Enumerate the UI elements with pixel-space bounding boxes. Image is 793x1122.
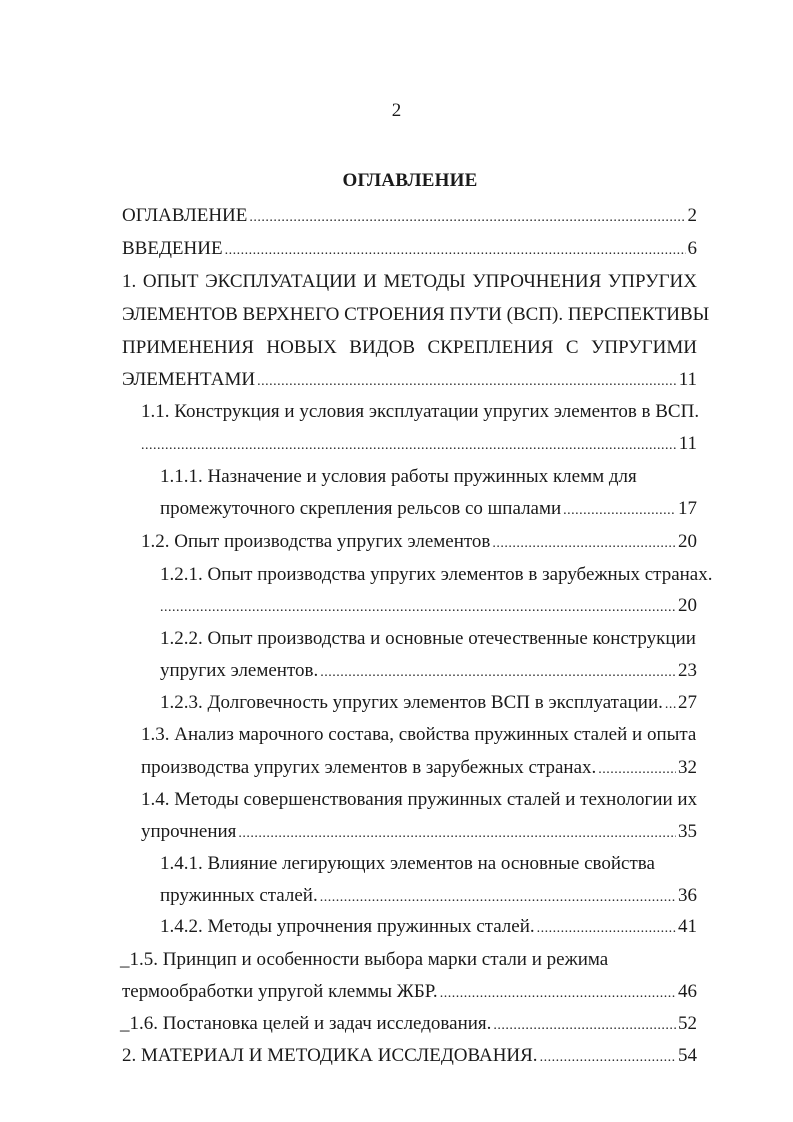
toc-entry-text: ОГЛАВЛЕНИЕ (122, 205, 248, 226)
toc-leader-dots (320, 661, 676, 685)
toc-entry-text: ЭЛЕМЕНТАМИ (122, 369, 256, 390)
toc-entry-1-3-line-1[interactable] (141, 723, 697, 747)
toc-entry-text: 1.1. Конструкция и условия эксплуатации упругих элементов в ВСП. (141, 401, 700, 422)
toc-entry-1-1-line-1[interactable] (141, 400, 700, 424)
page-number: 2 (391, 100, 402, 121)
toc-entry-text: пружинных сталей. (160, 885, 318, 906)
toc-leader-dots (141, 434, 677, 458)
toc-entry-1-6[interactable] (120, 1012, 697, 1038)
toc-entry-text: ВВЕДЕНИЕ (122, 238, 223, 259)
toc-entry-page: 27 (678, 692, 697, 713)
toc-entry-chapter-1-line-3[interactable] (122, 336, 697, 360)
toc-entry-introduction[interactable] (122, 237, 697, 263)
toc-leader-dots (320, 886, 676, 910)
toc-entry-text: _1.5. Принцип и особенности выбора марки стали и режима (120, 949, 609, 970)
toc-leader-dots (249, 206, 685, 230)
toc-entry-text: 1.2. Опыт производства упругих элементов (141, 531, 491, 552)
toc-entry-1-2[interactable] (141, 530, 697, 556)
toc-leader-dots (665, 693, 676, 717)
toc-entry-text: ПРИМЕНЕНИЯ НОВЫХ ВИДОВ СКРЕПЛЕНИЯ С УПРУГИМИ (122, 337, 697, 358)
toc-entry-page: 36 (678, 885, 697, 906)
toc-leader-dots (563, 499, 676, 523)
toc-entry-text: _1.6. Постановка целей и задач исследования. (120, 1013, 492, 1034)
toc-entry-1-2-1-line-2[interactable] (160, 594, 697, 620)
toc-entry-page: 11 (678, 369, 697, 390)
toc-entry-text: ЭЛЕМЕНТОВ ВЕРХНЕГО СТРОЕНИЯ ПУТИ (ВСП). ПЕРСПЕКТИВЫ (122, 304, 710, 325)
toc-entry-text: производства упругих элементов в зарубежных странах. (141, 757, 597, 778)
toc-title: ОГЛАВЛЕНИЕ (342, 170, 478, 191)
toc-entry-text: 1. ОПЫТ ЭКСПЛУАТАЦИИ И МЕТОДЫ УПРОЧНЕНИЯ УПРУГИХ (122, 271, 697, 292)
toc-entry-page: 41 (678, 916, 697, 937)
toc-entry-text: упругих элементов. (160, 660, 319, 681)
toc-entry-page: 54 (678, 1045, 697, 1066)
toc-entry-chapter-1-line-4[interactable] (122, 368, 697, 394)
toc-entry-page: 2 (687, 205, 697, 226)
toc-entry-text: 1.4.2. Методы упрочнения пружинных сталей. (160, 916, 535, 937)
toc-entry-text: упрочнения (141, 821, 237, 842)
toc-entry-1-2-3[interactable] (160, 691, 697, 717)
toc-leader-dots (493, 1014, 676, 1038)
toc-entry-page: 35 (678, 821, 697, 842)
toc-leader-dots (257, 370, 677, 394)
toc-entry-1-4-1-line-2[interactable] (160, 884, 697, 910)
toc-entry-text: 1.4. Методы совершенствования пружинных сталей и технологии их (141, 789, 698, 810)
toc-entry-text: 1.2.1. Опыт производства упругих элементов в зарубежных странах. (160, 564, 713, 585)
toc-entry-page: 17 (678, 498, 697, 519)
toc-leader-dots (540, 1046, 676, 1070)
toc-entry-page: 11 (678, 433, 697, 454)
toc-entry-page: 20 (678, 531, 697, 552)
toc-entry-text: термообработки упругой клеммы ЖБР. (122, 981, 438, 1002)
toc-entry-1-5-line-1[interactable] (120, 948, 697, 972)
toc-entry-1-4-line-2[interactable] (141, 820, 697, 846)
toc-entry-1-2-1-line-1[interactable] (160, 563, 713, 587)
toc-entry-1-4-1-line-1[interactable] (160, 852, 697, 876)
toc-entry-text: 1.3. Анализ марочного состава, свойства пружинных сталей и опыта (141, 724, 697, 745)
toc-entry-text: промежуточного скрепления рельсов со шпалами (160, 498, 562, 519)
toc-entry-1-1-1-line-1[interactable] (160, 465, 697, 489)
toc-entry-page: 52 (678, 1013, 697, 1034)
toc-entry-chapter-1-line-2[interactable] (122, 303, 710, 327)
toc-leader-dots (160, 596, 676, 620)
toc-entry-chapter-2[interactable] (122, 1044, 697, 1070)
toc-entry-page: 6 (687, 238, 697, 259)
toc-entry-text: 1.2.3. Долговечность упругих элементов ВСП в эксплуатации. (160, 692, 663, 713)
toc-leader-dots (492, 532, 676, 556)
toc-entry-text: 2. МАТЕРИАЛ И МЕТОДИКА ИССЛЕДОВАНИЯ. (122, 1045, 538, 1066)
toc-leader-dots (225, 239, 686, 263)
toc-leader-dots (440, 982, 676, 1006)
toc-entry-chapter-1-line-1[interactable] (122, 270, 697, 294)
toc-entry-text: 1.4.1. Влияние легирующих элементов на основные свойства (160, 853, 655, 874)
toc-entry-text: 1.1.1. Назначение и условия работы пружинных клемм для (160, 466, 637, 487)
toc-entry-page: 46 (678, 981, 697, 1002)
toc-entry-contents[interactable] (122, 204, 697, 230)
toc-entry-page: 20 (678, 595, 697, 616)
toc-entry-1-3-line-2[interactable] (141, 756, 697, 782)
toc-entry-1-4-2[interactable] (160, 915, 697, 941)
toc-entry-1-2-2-line-2[interactable] (160, 659, 697, 685)
toc-leader-dots (537, 917, 676, 941)
toc-entry-1-4-line-1[interactable] (141, 788, 697, 812)
toc-entry-page: 23 (678, 660, 697, 681)
toc-entry-1-1-1-line-2[interactable] (160, 497, 697, 523)
toc-leader-dots (238, 822, 676, 846)
toc-entry-1-1-line-2[interactable] (141, 432, 697, 458)
toc-entry-1-5-line-2[interactable] (122, 980, 697, 1006)
toc-leader-dots (598, 758, 676, 782)
toc-entry-text: 1.2.2. Опыт производства и основные отечественные конструкции (160, 628, 696, 649)
toc-entry-page: 32 (678, 757, 697, 778)
toc-entry-1-2-2-line-1[interactable] (160, 627, 697, 651)
